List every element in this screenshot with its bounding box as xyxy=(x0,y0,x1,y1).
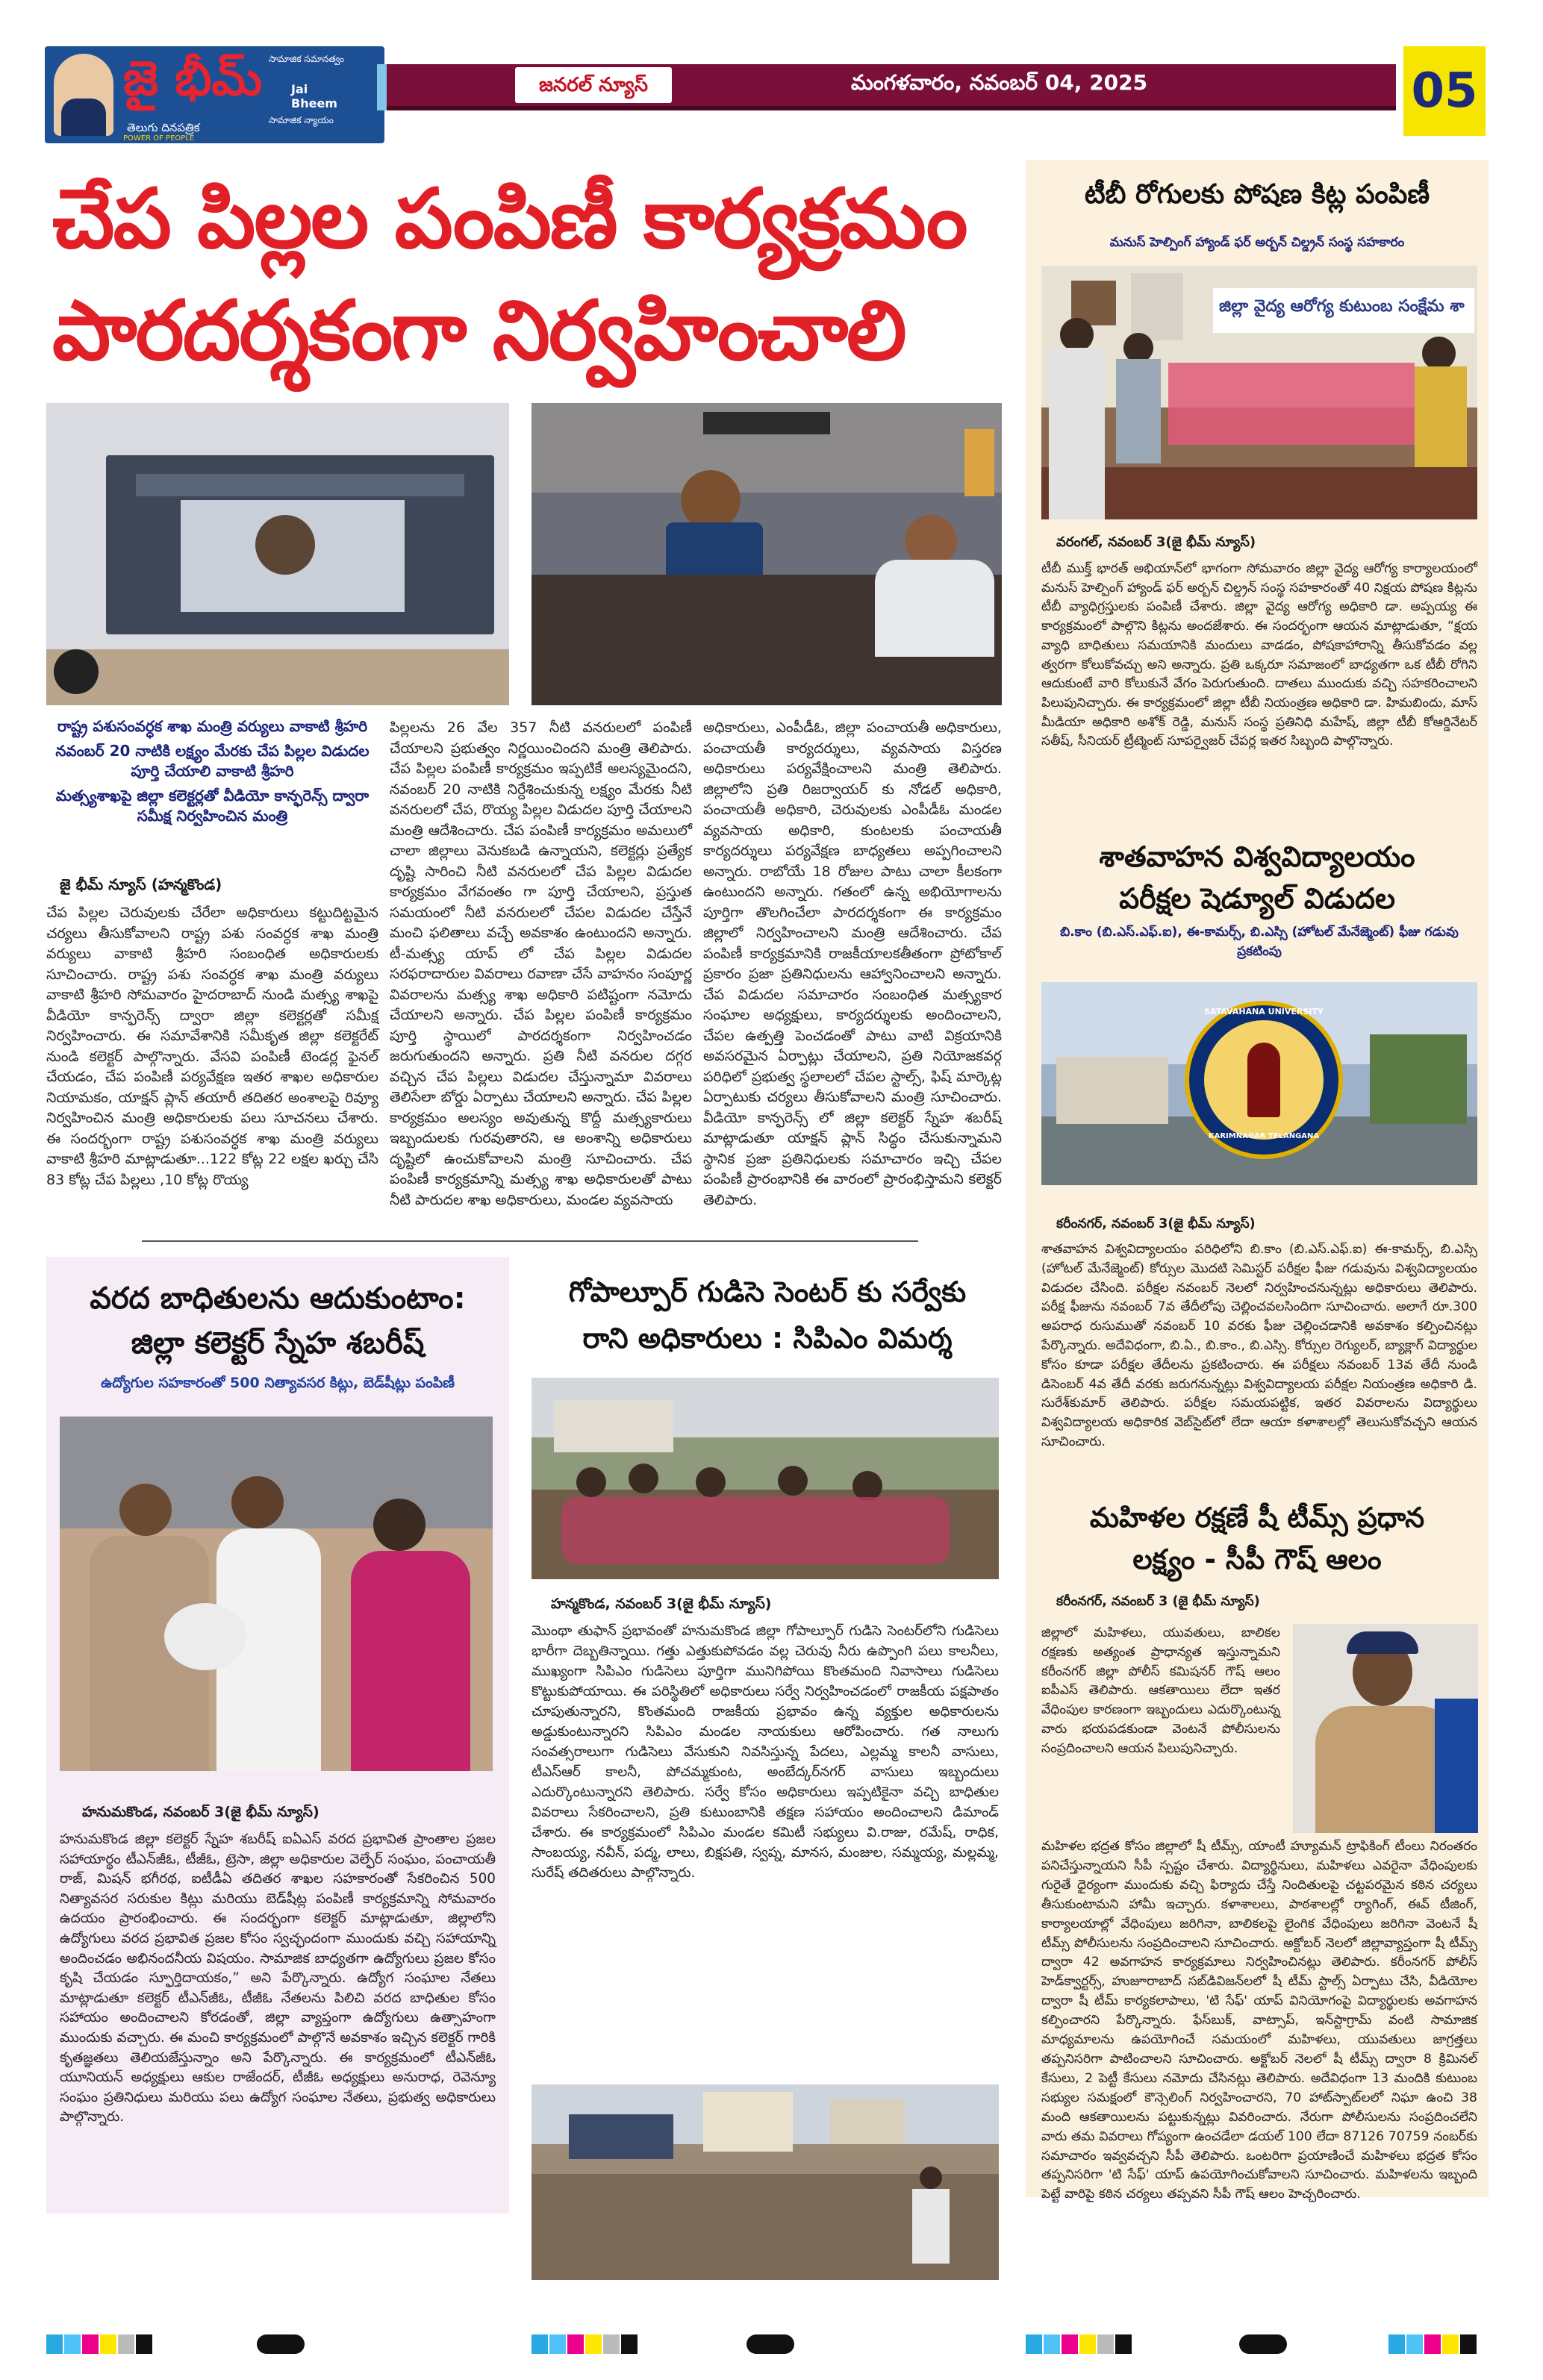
print-swatch xyxy=(585,2334,602,2354)
print-swatch xyxy=(1388,2334,1405,2354)
gopalpur-headline-line1: గోపాల్పూర్ గుడిసె సెంటర్ కు సర్వేకు xyxy=(568,1275,967,1308)
registration-mark xyxy=(257,2334,305,2354)
masthead-logo xyxy=(45,46,384,143)
gopalpur-dateline: హన్మకొండ, నవంబర్ 3(జై భీమ్ న్యూస్) xyxy=(551,1596,772,1612)
print-swatch xyxy=(1424,2334,1441,2354)
video-conference-photo xyxy=(46,403,509,705)
page-number: 05 xyxy=(1403,46,1486,136)
issue-date: మంగళవారం, నవంబర్ 04, 2025 xyxy=(851,70,1148,95)
univ-campus-photo xyxy=(1041,982,1477,1185)
print-swatch xyxy=(603,2334,620,2354)
print-swatch xyxy=(118,2334,134,2354)
caption-line-1: రాష్ట్ర పశుసంవర్ధక శాఖ మంత్రి వర్యులు వాకాటి శ్రీహరి xyxy=(57,717,368,735)
logo-power: POWER OF PEOPLE xyxy=(123,134,195,143)
logo-tagline2: సామాజిక న్యాయం xyxy=(269,115,334,125)
tb-subhead: మనుస్ హెల్పింగ్ హ్యాండ్ ఫర్ అర్బన్ చిల్డ్రన్ సంస్థ సహకారం xyxy=(1109,235,1405,250)
flood-headline-line1: వరద బాధితులను ఆదుకుంటాం: xyxy=(90,1281,466,1316)
lead-dateline: జై భీమ్ న్యూస్ (హన్మకొండ) xyxy=(60,875,222,893)
tb-headline: టీబీ రోగులకు పోషణ కిట్ల పంపిణీ xyxy=(1084,179,1430,210)
lead-column-3: అధికారులు, ఎంపీడీఓ, జిల్లా పంచాయతీ అధికారులు, పంచాయతీ కార్యదర్శులు, వ్యవసాయ విస్తరణ అధికారులు పర్యవేక్షించాలని మంత్రి తెలిపారు. జిల్లాలోని ప్రతి రిజర్వాయర్ కు నోడల్ అధికారి, పంచాయతీ అధికారి, చెరువులకు ఎంపీడీఓ మండల వ్యవసాయ అధికారి, కుంటలకు పంచాయతీ కార్యదర్శులు పర్యవేక్షణ బాధ్యతలు అప్పగించాలని అన్నారు. రాబోయే 18 రోజుల పాటు చాలా కీలకంగా ఉంటుందని అన్నారు. గతంలో ఉన్న అభియోగాలను పూర్తిగా తొలగించేలా పారదర్శకంగా ఈ కార్యక్రమం జిల్లాలో నిర్వహించాలని మంత్రి ఆదేశించారు. చేప పంపిణీ కార్యక్రమానికి రాజకీయాలకతీతంగా ప్రోటోకాల్ ప్రకారం ప్రజా ప్రతినిధులను ఆహ్వానించాలని అన్నారు. చేప విడుదల సమాచారం సంబంధిత మత్స్యకార సంఘాల అధ్యక్షులు, కార్యదర్శులకు అందించాలని, చేపల ఉత్పత్తి పెంచడంతో పాటు వాటి విక్రయానికి అవసరమైన ఏర్పాట్లు చేయాలని, ప్రతి నియోజకవర్గ పరిధిలో ప్రభుత్వ స్థలాలలో చేపల స్టాల్స్, ఫిష్ మార్కెట్ల ఏర్పాటుకు చర్యలు తీసుకోవాలని మంత్రి సూచించారు. వీడియో కాన్ఫరెన్స్ లో జిల్లా కలెక్టర్ స్నేహ శబరీష్ మాట్లాడుతూ యాక్షన్ ప్లాన్ సిద్ధం చేసుకున్నామని స్థానిక ప్రజా ప్రతినిధులకు సమాచారం ఇచ్చి చేపల పంపిణీ ప్రారంభానికి ఈ వారంలో ప్రారంభిస్తామని కలెక్టర్ తెలిపారు. xyxy=(703,719,1002,1208)
univ-headline xyxy=(1026,836,1489,919)
seal-text: SATAVAHANA UNIVERSITY xyxy=(1204,1007,1324,1016)
logo-tagline: సామాజిక సమానత్వం xyxy=(269,54,345,64)
print-swatch xyxy=(1044,2334,1060,2354)
shee-body-side: జిల్లాలో మహిళలు, యువతులు, బాలికల రక్షణకు అత్యంత ప్రాధాన్యత ఇస్తున్నామని కరీంనగర్ జిల్లా పోలీస్ కమిషనర్ గౌష్ ఆలం ఐపీఎస్ తెలిపారు. ఆకతాయిలు లేదా ఇతర వేధింపుల కారణంగా ఇబ్బందులు ఎదుర్కొంటున్న వారు భయపడకుండా వెంటనే పోలీసులను సంప్రదించాలని ఆయన పిలుపునిచ్చారు. xyxy=(1041,1625,1280,1756)
univ-dateline: కరీంనగర్, నవంబర్ 3(జై భీమ్ న్యూస్) xyxy=(1056,1216,1256,1231)
univ-headline-line2: పరీక్షల షెడ్యూల్ విడుదల xyxy=(1119,882,1395,915)
flood-relief-photo xyxy=(60,1417,493,1771)
caption-line-2: నవంబర్ 20 నాటికి లక్ష్యం మేరకు చేప పిల్లల విడుదల పూర్తి చేయాలి వాకాటి శ్రీహరి xyxy=(55,742,370,780)
divider-rule xyxy=(142,1240,918,1242)
caption-line-3: మత్స్యశాఖపై జిల్లా కలెక్టర్లతో వీడియో కాన్ఫరెన్స్ ద్వారా సమీక్ష నిర్వహించిన మంత్రి xyxy=(55,787,370,825)
print-swatch xyxy=(82,2334,99,2354)
shee-headline xyxy=(1026,1497,1489,1581)
registration-mark xyxy=(746,2334,794,2354)
tb-body: టీబీ ముక్త్ భారత్ అభియాన్‌లో భాగంగా సోమవారం జిల్లా వైద్య ఆరోగ్య కార్యాలయంలో మనుస్ హెల్పింగ్ హ్యాండ్ ఫర్ అర్బన్ చిల్డ్రన్ సంస్థ సహకారంతో 40 నిక్షయ పోషణ కిట్లను టీబీ వ్యాధిగ్రస్తులకు పంపిణీ చేశారు. జిల్లా వైద్య ఆరోగ్య అధికారి డా. అప్పయ్య ఈ కార్యక్రమంలో పాల్గొని కిట్లను అందజేశారు. ఈ సందర్భంగా ఆయన మాట్లాడుతూ, “క్షయ వ్యాధి బాధితులు సమయానికి మందులు వాడడం, పోషకాహారాన్ని తీసుకోవడం వల్ల త్వరగా కోలుకోవచ్చు అని అన్నారు. ప్రతి ఒక్కరూ సమాజంలో బాధ్యతగా ఒక టీబీ రోగిని ఆదుకుంటే వారి కోలుకునే వేగం పెరుగుతుంది. దాతలు ముందుకు వచ్చి సహకరించాలని పిలుపునిచ్చారు. ఈ కార్యక్రమంలో జిల్లా టీబీ నియంత్రణ అధికారి డా. హిమబిందు, మాస్ మీడియా అధికారి అశోక్ రెడ్డి, మనుస్ సంస్థ ప్రతినిధి మహేష్, జిల్లా టీబీ కోఆర్డినేటర్ సతీష్, సీనియర్ ట్రీట్మెంట్ సూపర్వైజర్ చేపర్ల ఇతర సిబ్బంది పాల్గొన్నారు. xyxy=(1041,561,1477,749)
flood-headline xyxy=(49,1276,506,1366)
print-swatch xyxy=(1079,2334,1096,2354)
univ-body: శాతవాహన విశ్వవిద్యాలయం పరిధిలోని బి.కాం (బి.ఎస్.ఎఫ్.ఐ) ఈ-కామర్స్, బి.ఎస్సి (హోటల్ మేనేజ్మెంట్) కోర్సుల మొదటి సెమిస్టర్ పరీక్షల ఫీజు గడువును విశ్వవిద్యాలయం విడుదల చేసింది. పరీక్షల నవంబర్ నెలలో నిర్వహించనున్నట్లు అధికారులు తెలిపారు. పరీక్ష ఫీజును నవంబర్ 7వ తేదీలోపు చెల్లించవలసిందిగా సూచించారు. అలాగే రూ.300 అపరాధ రుసుముతో నవంబర్ 10 వరకు ఫీజు చెల్లించడానికి అవకాశం కల్పించినట్లు పేర్కొన్నారు. అదేవిధంగా, బి.ఏ., బి.కాం., బి.ఎస్సి. కోర్సుల రెగ్యులర్, బ్యాక్లాగ్ విద్యార్థుల కోసం కూడా పరీక్షల తేదీలను ప్రకటించారు. ఈ పరీక్షలు నవంబర్ 13వ తేదీ నుండి డిసెంబర్ 4వ తేదీ వరకు జరుగనున్నట్లు విశ్వవిద్యాలయ పరీక్షల నియంత్రణ అధికారి డి. సురేశ్‌కుమార్ తెలిపారు. పరీక్షల సమయపట్టిక, ఇతర వివరాలను విద్యార్థులు విశ్వవిద్యాలయ అధికారిక వెబ్‌సైట్‌లో లేదా ఆయా కళాశాలల్లో తెలుసుకోవచ్చని ఆయన సూచించారు. xyxy=(1041,1242,1477,1449)
collector-meeting-photo xyxy=(532,403,1002,705)
print-swatch xyxy=(532,2334,548,2354)
lead-column-1: చేప పిల్లల చెరువులకు చేరేలా అధికారులు కట్టుదిట్టమైన చర్యలు తీసుకోవాలని రాష్ట్ర పశు సంవర్ధక శాఖ మంత్రి వర్యులు వాకాటి శ్రీహరి సంబంధిత అధికారులకు సూచించారు. రాష్ట్ర పశు సంవర్ధక శాఖ మంత్రి వర్యులు వాకాటి శ్రీహరి సోమవారం హైదరాబాద్ నుండి మత్స్య శాఖపై వీడియో కాన్ఫరెన్స్ ద్వారా జిల్లా కలెక్టర్లతో సమీక్ష నిర్వహించారు. ఈ సమావేశానికి సమీకృత జిల్లా కలెక్టరేట్ నుండి కలెక్టర్ పాల్గొన్నారు. వేసవి పంపిణీ టెండర్ల ఫైనల్ చేయడం, చేప పంపిణీ పర్యవేక్షణ ఇతర శాఖల అధికారుల నియామకం, యాక్షన్ ప్లాన్ తయారీ తదితర అంశాలపై రివ్యూ నిర్వహించిన మంత్రి అధికారులకు పలు సూచనలు చేశారు. ఈ సందర్భంగా రాష్ట్ర పశుసంవర్ధక శాఖ మంత్రి వర్యులు వాకాటి శ్రీహరి మాట్లాడుతూ...122 కోట్ల 22 లక్షల ఖర్చు చేసి 83 కోట్ల చేప పిల్లలు ,10 కోట్ల రొయ్య xyxy=(46,905,378,1188)
registration-mark xyxy=(1239,2334,1287,2354)
tb-kit-distribution-photo xyxy=(1041,266,1477,519)
header-decoration xyxy=(377,64,387,110)
print-swatch xyxy=(100,2334,116,2354)
print-swatch xyxy=(1442,2334,1459,2354)
gopalpur-headline xyxy=(521,1269,1014,1361)
univ-subhead: బి.కాం (బి.ఎస్.ఎఫ్.ఐ), ఈ-కామర్స్, బి.ఎస్సి (హోటల్ మేనేజ్మెంట్) ఫీజు గడువు ప్రకటింపు xyxy=(1060,925,1459,959)
shee-dateline: కరీంనగర్, నవంబర్ 3 (జై భీమ్ న్యూస్) xyxy=(1056,1594,1260,1609)
header-strip-shadow xyxy=(387,106,1396,110)
logo-title: జై భీమ్ xyxy=(123,51,263,107)
print-swatch xyxy=(64,2334,81,2354)
flood-body: హనుమకొండ జిల్లా కలెక్టర్ స్నేహ శబరీష్ ఐఏఎస్ వరద ప్రభావిత ప్రాంతాల ప్రజల సహాయార్థం టీఎన్‌జీఓ, టీజీఓ, ట్రెసా, జిల్లా అధికారుల వెల్ఫేర్ సంఘం, పంచాయతీ రాజ్, మిషన్ భగీరథ, ఐటీడీఏ తదితర శాఖల సహకారంతో సేకరించిన 500 నిత్యావసర సరుకుల కిట్లు మరియు బెడ్‌షీట్ల పంపిణీ కార్యక్రమాన్ని సోమవారం ఉదయం ప్రారంభించారు. ఈ సందర్భంగా కలెక్టర్ మాట్లాడుతూ, జిల్లాలోని ఉద్యోగులు వరద ప్రభావిత ప్రజల కోసం స్వచ్ఛందంగా ముందుకు వచ్చి సహాయాన్ని అందించడం అభినందనీయ విషయం. సామాజిక బాధ్యతగా ఉద్యోగులు ప్రజల కోసం కృషి చేయడం స్ఫూర్తిదాయకం,” అని పేర్కొన్నారు. ఉద్యోగ సంఘాల నేతలు మాట్లాడుతూ కలెక్టర్ టీఎన్‌జీఓ, టీజీఓ నేతలను పిలిచి వరద బాధితుల కోసం సహాయం అందించాలని కోరడంతో, జిల్లా వ్యాప్తంగా ఉద్యోగులు ఉత్సాహంగా ముందుకు వచ్చారు. ఈ మంచి కార్యక్రమంలో పాల్గొనే అవకాశం ఇచ్చిన కలెక్టర్ గారికి కృతజ్ఞతలు తెలియజేస్తున్నాం అని పేర్కొన్నారు. ఈ కార్యక్రమంలో టీఎన్‌జీఓ యూనియన్ అధ్యక్షులు ఆకుల రాజేందర్, టీజీఓ అధ్యక్షులు అనురాధ, రెవెన్యూ సంఘం ప్రతినిధులు మరియు పలు ఉద్యోగ సంఘాల నేతలు, ప్రభుత్వ అధికారులు పాల్గొన్నారు. xyxy=(60,1831,496,2126)
section-label: జనరల్ న్యూస్ xyxy=(515,67,672,103)
print-swatch xyxy=(1062,2334,1078,2354)
shee-headline-line1: మహిళల రక్షణే షీ టీమ్స్ ప్రధాన xyxy=(1089,1502,1425,1534)
logo-mark: Jai Bheem xyxy=(291,82,337,110)
shee-headline-line2: లక్ష్యం - సీపీ గౌష్ ఆలం xyxy=(1132,1543,1382,1575)
print-swatch xyxy=(1115,2334,1132,2354)
tb-photo-banner: జిల్లా వైద్య ఆరోగ్య కుటుంబ సంక్షేమ శా xyxy=(1219,297,1465,316)
lead-headline xyxy=(52,163,1015,387)
print-swatch xyxy=(46,2334,63,2354)
print-swatch xyxy=(1097,2334,1114,2354)
cp-portrait-photo xyxy=(1293,1624,1478,1833)
flood-subhead: ఉద్యోగుల సహకారంతో 500 నిత్యావసర కిట్లు, బెడ్‌షీట్లు పంపిణీ xyxy=(101,1375,455,1391)
print-swatch xyxy=(1406,2334,1423,2354)
tb-dateline: వరంగల్, నవంబర్ 3(జై భీమ్ న్యూస్) xyxy=(1056,534,1256,550)
print-swatch xyxy=(1026,2334,1042,2354)
logo-subtitle: తెలుగు దినపత్రిక xyxy=(127,121,200,134)
university-seal xyxy=(1185,1001,1343,1159)
print-swatch xyxy=(621,2334,638,2354)
flood-damage-photo xyxy=(532,2084,999,2280)
flood-dateline: హనుమకొండ, నవంబర్ 3(జై భీమ్ న్యూస్) xyxy=(82,1804,319,1820)
lead-column-2: పిల్లలను 26 వేల 357 నీటి వనరులలో పంపిణీ చేయాలని ప్రభుత్వం నిర్ణయించిందని మంత్రి తెలిపారు. చేప పిల్లల పంపిణీ కార్యక్రమం ఇప్పటికే అలస్యమైందని, నవంబర్ 20 నాటికి నిర్దేశించుకున్న లక్ష్యం మేరకు నీటి వనరులలో చేప, రొయ్య పిల్లల విడుదల పూర్తి చేయాలని మంత్రి ఆదేశించారు. చేప పంపిణీ కార్యక్రమం అమలులో చాలా జిల్లాలు వెనుకబడి ఉన్నాయని, కలెక్టర్లు ప్రత్యేక దృష్టి సారించి నీటి వనరులలో చేప పిల్లల విడుదల కార్యక్రమం వేగవంతం గా పూర్తి చేయాలని, ప్రస్తుత సమయంలో నీటి వనరులలో చేపల విడుదల చేస్తేనే మంచి ఫలితాలు వచ్చే అవకాశం ఉంటుందని అన్నారు. టీ-మత్స్య యాప్ లో చేప పిల్లల విడుదల సరఫరాదారుల వివరాలు రవాణా చేసే వాహనం సంపూర్ణ వివరాలను మత్స్య శాఖ అధికారి పటిష్టంగా నమోదు చేయాలని అన్నారు. చేప పిల్లల పంపిణీ కార్యక్రమం పూర్తి స్థాయిలో పారదర్శకంగా నిర్వహించడం జరుగుతుందని అన్నారు. ప్రతి నీటి వనరుల దగ్గర వచ్చిన చేప పిల్లలు విడుదల చేస్తున్నామా వివరాలు తెలిసేలా బోర్డు ఏర్పాటు చేయాలని అన్నారు. చేప పిల్లల కార్యక్రమం అలస్యం అవుతున్న కొద్దీ మత్స్యకారులు ఇబ్బందులకు గురవుతారని, ఆ అంశాన్ని అధికారులు దృష్టిలో ఉంచుకోవాలని మంత్రి సూచించారు. చేప పంపిణీ కార్యక్రమాన్ని మత్స్య శాఖ అధికారులతో పాటు నీటి పారుదల శాఖ అధికారులు, మండల వ్యవసాయ xyxy=(390,719,692,1208)
univ-headline-line1: శాతవాహన విశ్వవిద్యాలయం xyxy=(1099,840,1415,873)
lead-headline-line2: పారదర్శకంగా నిర్వహించాలి xyxy=(52,282,905,378)
lead-headline-line1: చేప పిల్లల పంపిణీ కార్యక్రమం xyxy=(52,170,967,266)
ambedkar-portrait xyxy=(54,54,113,136)
gopalpur-body: మొంథా తుఫాన్ ప్రభావంతో హనుమకొండ జిల్లా గోపాల్పూర్ గుడిసె సెంటర్‌లోని గుడిసెలు భారీగా దెబ్బతిన్నాయి. గత్తు ఎత్తుకుపోవడం వల్ల చెరువు నీరు ఉప్పొంగి పలు కాలనీలు, ముఖ్యంగా సిపిఎం గుడిసెలు పూర్తిగా మునిగిపోయి కొంతమంది నివాసాలు గుడిసెలు కొట్టుకుపోయాయి. ఈ పరిస్థితిలో అధికారులు సర్వే నిర్వహించడంలో రాజకీయ పక్షపాతం చూపుతున్నారని, కొంతమంది రాజకీయ ప్రభావం ఉన్న వ్యక్తుల అధికారులను అడ్డుకుంటున్నారని సిపిఎం మండల నాయకులు ఆరోపించారు. గత నాలుగు సంవత్సరాలుగా గుడిసెలు వేసుకుని నివసిస్తున్న పేదలు, ఎల్లమ్మ కాలనీ వాసులు, టీఎస్‌ఆర్ కాలనీ, పోచమ్మకుంట, అంబేద్కర్‌నగర్ వాసులు ఇబ్బందులు ఎదుర్కొంటున్నారని తెలిపారు. సర్వే కోసం అధికారులు ఇప్పటికైనా వచ్చి బాధితుల వివరాలు సేకరించాలని, ప్రతి కుటుంబానికి తక్షణ సహాయం అందించాలని డిమాండ్ చేశారు. ఈ కార్యక్రమంలో సిపిఎం మండల కమిటీ సభ్యులు వి.రాజు, రమేష్, రాధిక, సాంబయ్య, నవీన్, పద్మ, లాలు, బిక్షపతి, స్వప్న, మానస, మంజుల, సమ్మయ్య, మల్లమ్మ, సురేష్ తదితరులు పాల్గొన్నారు. xyxy=(532,1623,999,1881)
gopalpur-headline-line2: రాని అధికారులు : సిపిఎం విమర్శ xyxy=(582,1322,953,1355)
print-swatch xyxy=(136,2334,152,2354)
shee-body: మహిళల భద్రత కోసం జిల్లాలో షీ టీమ్స్, యాంటీ హ్యూమన్ ట్రాఫికింగ్ టీంలు నిరంతరం పనిచేస్తున్నాయని సీపీ స్పష్టం చేశారు. విద్యార్థినులు, మహిళలు ఎవరైనా వేధింపులకు గురైతే ధైర్యంగా ముందుకు వచ్చి ఫిర్యాదు చేస్తే నిందితులపై చట్టపరమైన కఠిన చర్యలు తీసుకుంటామని హామీ ఇచ్చారు. కళాశాలలు, పాఠశాలల్లో ర్యాగింగ్, ఈవ్ టీజింగ్, కార్యాలయాల్లో వేధింపులు జరిగినా, బాలికలపై లైంగిక వేధింపులు జరిగినా వెంటనే షీ టీమ్స్ పోలీసులను సంప్రదించాలని సూచించారు. అక్టోబర్ నెలలో జిల్లావ్యాప్తంగా షీ టీమ్స్ ద్వారా 42 అవగాహన కార్యక్రమాలు నిర్వహించినట్లు తెలిపారు. కరీంనగర్ పోలీస్ హెడ్‌క్వార్టర్స్, హుజూరాబాద్ సబ్‌డివిజన్‌లలో షీ టీమ్ స్టాల్స్ ఏర్పాటు చేసి, వీడియోల ద్వారా షీ టీమ్ కార్యకలాపాలు, 'టి సేఫ్' యాప్ వినియోగంపై విద్యార్థులకు అవగాహన కల్పించారని పేర్కొన్నారు. ఫేస్‌బుక్, వాట్సాప్, ఇన్‌స్టాగ్రామ్ వంటి సామాజిక మాధ్యమాలను ఉపయోగించే సమయంలో మహిళలు, యువతులు జాగ్రత్తలు తప్పనిసరిగా పాటించాలని సూచించారు. అక్టోబర్ నెలలో షీ టీమ్స్ ద్వారా 8 క్రిమినల్ కేసులు, 2 పెట్టీ కేసులు నమోదు చేసినట్లు తెలిపారు. అదేవిధంగా 13 మందికి కుటుంబ సభ్యుల సమక్షంలో కౌన్సెలింగ్ నిర్వహించారని, 70 హాట్‌స్పాట్‌లలో నిఘా ఉంచి 38 మంది ఆకతాయిలను పట్టుకున్నట్లు వివరించారు. నేరుగా పోలీసులను సంప్రదించలేని వారు తమ వివరాలు గోప్యంగా ఉంచడేలా డయల్ 100 లేదా 87126 70759 నంబర్‌కు సమాచారం ఇవ్వవచ్చని సీపీ తెలిపారు. ఒంటరిగా ప్రయాణించే మహిళలు భద్రత కోసం తప్పనిసరిగా 'టి సేఫ్' యాప్ ఉపయోగించుకోవాలని సూచించారు. మహిళలను ఇబ్బంది పెట్టే వారిపై కఠిన చర్యలు తప్పవని సీపీ గౌష్ ఆలం హెచ్చరించారు. xyxy=(1041,1839,1477,2202)
print-swatch xyxy=(549,2334,566,2354)
gopalpur-crowd-photo xyxy=(532,1378,999,1579)
seal-bottom-text: KARIMNAGAR TELANGANA xyxy=(1208,1132,1320,1140)
lead-caption xyxy=(46,716,378,826)
print-swatch xyxy=(1460,2334,1477,2354)
flood-headline-line2: జిల్లా కలెక్టర్ స్నేహ శబరీష్ xyxy=(131,1326,425,1361)
print-swatch xyxy=(567,2334,584,2354)
